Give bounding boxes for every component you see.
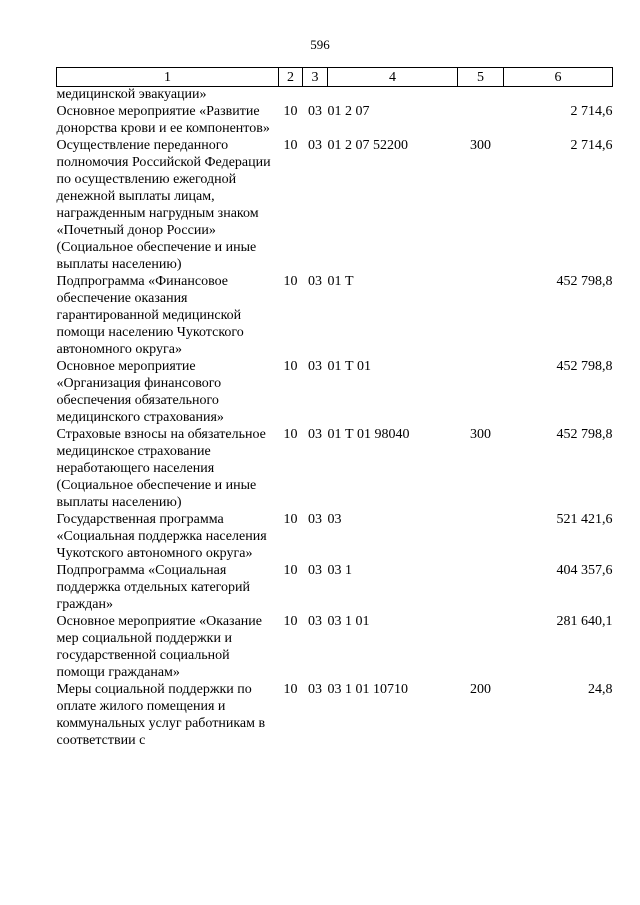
row-section: 10 (283, 359, 298, 374)
table-row (57, 103, 613, 137)
row-expense-type (458, 613, 504, 681)
row-subsection: 03 (308, 138, 322, 153)
row-section: 10 (283, 274, 298, 289)
row-section: 10 (283, 614, 298, 629)
table-row (57, 137, 613, 273)
table-row (57, 87, 613, 104)
table-row (57, 273, 613, 358)
row-target-article: 03 1 01 (327, 614, 370, 629)
row-expense-type: 300 (470, 427, 491, 442)
row-expense-type (458, 511, 504, 562)
table-row (57, 358, 613, 426)
col-header-6: 6 (504, 68, 613, 87)
row-target-article: 01 2 07 52200 (327, 138, 408, 153)
row-amount: 452 798,8 (556, 427, 613, 442)
row-expense-type: 300 (470, 138, 491, 153)
row-subsection: 03 (308, 682, 322, 697)
row-target-article: 03 (327, 512, 342, 527)
row-section (279, 87, 303, 104)
row-name: Подпрограмма «Финансовое обеспечение оказания гарантированной медицинской помощи населению Чукотского автономного округа» (56, 274, 244, 357)
row-subsection: 03 (308, 614, 322, 629)
row-section: 10 (283, 427, 298, 442)
row-expense-type: 200 (470, 682, 491, 697)
row-target-article: 03 1 (327, 563, 352, 578)
row-name: Страховые взносы на обязательное медицинское страхование неработающего населения (Социальное обеспечение и иные выплаты населению) (56, 427, 266, 510)
row-section: 10 (283, 563, 298, 578)
row-subsection: 03 (308, 104, 322, 119)
row-section: 10 (283, 138, 298, 153)
row-target-article (328, 87, 458, 104)
row-section: 10 (283, 104, 298, 119)
row-name: Меры социальной поддержки по оплате жилого помещения и коммунальных услуг работникам в соответствии с (56, 682, 266, 748)
row-name: Государственная программа «Социальная поддержка населения Чукотского автономного округа» (56, 512, 267, 561)
table-row (57, 562, 613, 613)
row-subsection: 03 (308, 427, 322, 442)
row-name: Подпрограмма «Социальная поддержка отдельных категорий граждан» (56, 563, 251, 612)
row-name: Основное мероприятие «Оказание мер социальной поддержки и государственной социальной помощи гражданам» (56, 614, 262, 680)
row-subsection: 03 (308, 274, 322, 289)
row-expense-type (458, 103, 504, 137)
row-amount: 452 798,8 (556, 274, 613, 289)
page-number: 596 (310, 37, 330, 52)
row-name: Осуществление переданного полномочия Российской Федерации по осуществлению ежегодной денежной выплаты лицам, награжденным нагрудным знаком «Почетный донор России» (Социальное обеспечение и иные выплаты населению) (56, 138, 271, 272)
row-subsection: 03 (308, 359, 322, 374)
row-amount: 521 421,6 (556, 512, 613, 527)
col-header-5: 5 (458, 68, 504, 87)
col-header-4: 4 (328, 68, 458, 87)
row-amount: 2 714,6 (570, 104, 613, 119)
table-row (57, 681, 613, 749)
row-target-article: 03 1 01 10710 (327, 682, 408, 697)
col-header-3: 3 (303, 68, 328, 87)
row-amount: 404 357,6 (556, 563, 613, 578)
col-header-2: 2 (279, 68, 303, 87)
row-subsection: 03 (308, 512, 322, 527)
table-row (57, 613, 613, 681)
row-expense-type (458, 358, 504, 426)
row-target-article: 01 Т (327, 274, 354, 289)
row-target-article: 01 Т 01 98040 (327, 427, 410, 442)
table-row (57, 511, 613, 562)
row-amount: 452 798,8 (556, 359, 613, 374)
row-subsection: 03 (308, 563, 322, 578)
row-expense-type (458, 562, 504, 613)
row-amount: 281 640,1 (556, 614, 613, 629)
row-amount: 2 714,6 (570, 138, 613, 153)
row-expense-type (458, 87, 504, 104)
budget-table (56, 67, 613, 749)
row-name: Основное мероприятие «Развитие донорства крови и ее компонентов» (56, 104, 270, 136)
row-target-article: 01 Т 01 (327, 359, 372, 374)
row-name: медицинской эвакуации» (56, 87, 207, 102)
row-amount: 24,8 (588, 682, 613, 697)
row-section: 10 (283, 682, 298, 697)
row-section: 10 (283, 512, 298, 527)
row-amount (504, 87, 613, 104)
row-expense-type (458, 273, 504, 358)
col-header-1: 1 (57, 68, 279, 87)
table-header-row (57, 68, 613, 87)
row-name: Основное мероприятие «Организация финансового обеспечения обязательного медицинского страхования» (56, 359, 224, 425)
row-subsection (303, 87, 328, 104)
table-row (57, 426, 613, 511)
row-target-article: 01 2 07 (327, 104, 370, 119)
